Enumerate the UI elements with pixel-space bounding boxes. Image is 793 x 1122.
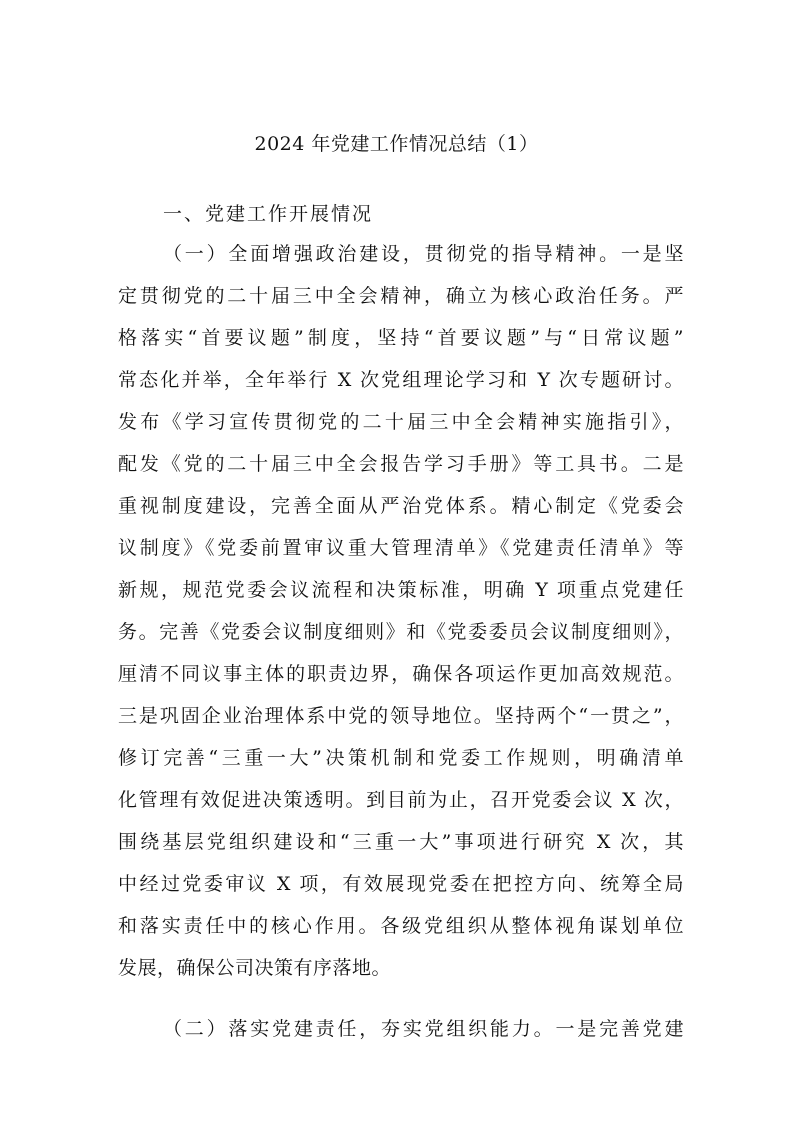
paragraph-line: 中经过党委审议 X 项，有效展现党委在把控方向、统筹全局 — [118, 873, 684, 895]
paragraph-line: 配发《党的二十届三中全会报告学习手册》等工具书。二是 — [118, 453, 684, 475]
paragraph-line: （二）落实党建责任，夯实党组织能力。一是完善党建 — [163, 1018, 684, 1040]
section-heading: 一、党建工作开展情况 — [163, 203, 374, 225]
paragraph-line: 发布《学习宣传贯彻党的二十届三中全会精神实施指引》， — [118, 411, 684, 433]
paragraph-line: 务。完善《党委会议制度细则》和《党委委员会议制度细则》， — [118, 621, 684, 643]
paragraph-line: 新规，规范党委会议流程和决策标准，明确 Y 项重点党建任 — [118, 579, 684, 601]
paragraph-line: 和落实责任中的核心作用。各级党组织从整体视角谋划单位 — [118, 915, 684, 937]
paragraph-line: （一）全面增强政治建设，贯彻党的指导精神。一是坚 — [163, 243, 684, 265]
document-title: 2024 年党建工作情况总结（1） — [254, 133, 539, 155]
paragraph-line: 议制度》《党委前置审议重大管理清单》《党建责任清单》等 — [118, 537, 684, 559]
paragraph-line: 常态化并举，全年举行 X 次党组理论学习和 Y 次专题研讨。 — [118, 369, 684, 391]
paragraph-line: 修订完善“三重一大”决策机制和党委工作规则，明确清单 — [118, 747, 684, 769]
paragraph-line: 重视制度建设，完善全面从严治党体系。精心制定《党委会 — [118, 495, 684, 517]
paragraph-line: 厘清不同议事主体的职责边界，确保各项运作更加高效规范。 — [118, 663, 684, 685]
paragraph-line: 化管理有效促进决策透明。到目前为止，召开党委会议 X 次， — [118, 789, 684, 811]
paragraph-line: 格落实“首要议题”制度，坚持“首要议题”与“日常议题” — [118, 327, 684, 349]
paragraph-line: 定贯彻党的二十届三中全会精神，确立为核心政治任务。严 — [118, 285, 684, 307]
paragraph-line: 三是巩固企业治理体系中党的领导地位。坚持两个“一贯之”， — [118, 705, 684, 727]
paragraph-line: 围绕基层党组织建设和“三重一大”事项进行研究 X 次，其 — [118, 831, 684, 853]
paragraph-line: 发展，确保公司决策有序落地。 — [118, 957, 392, 979]
